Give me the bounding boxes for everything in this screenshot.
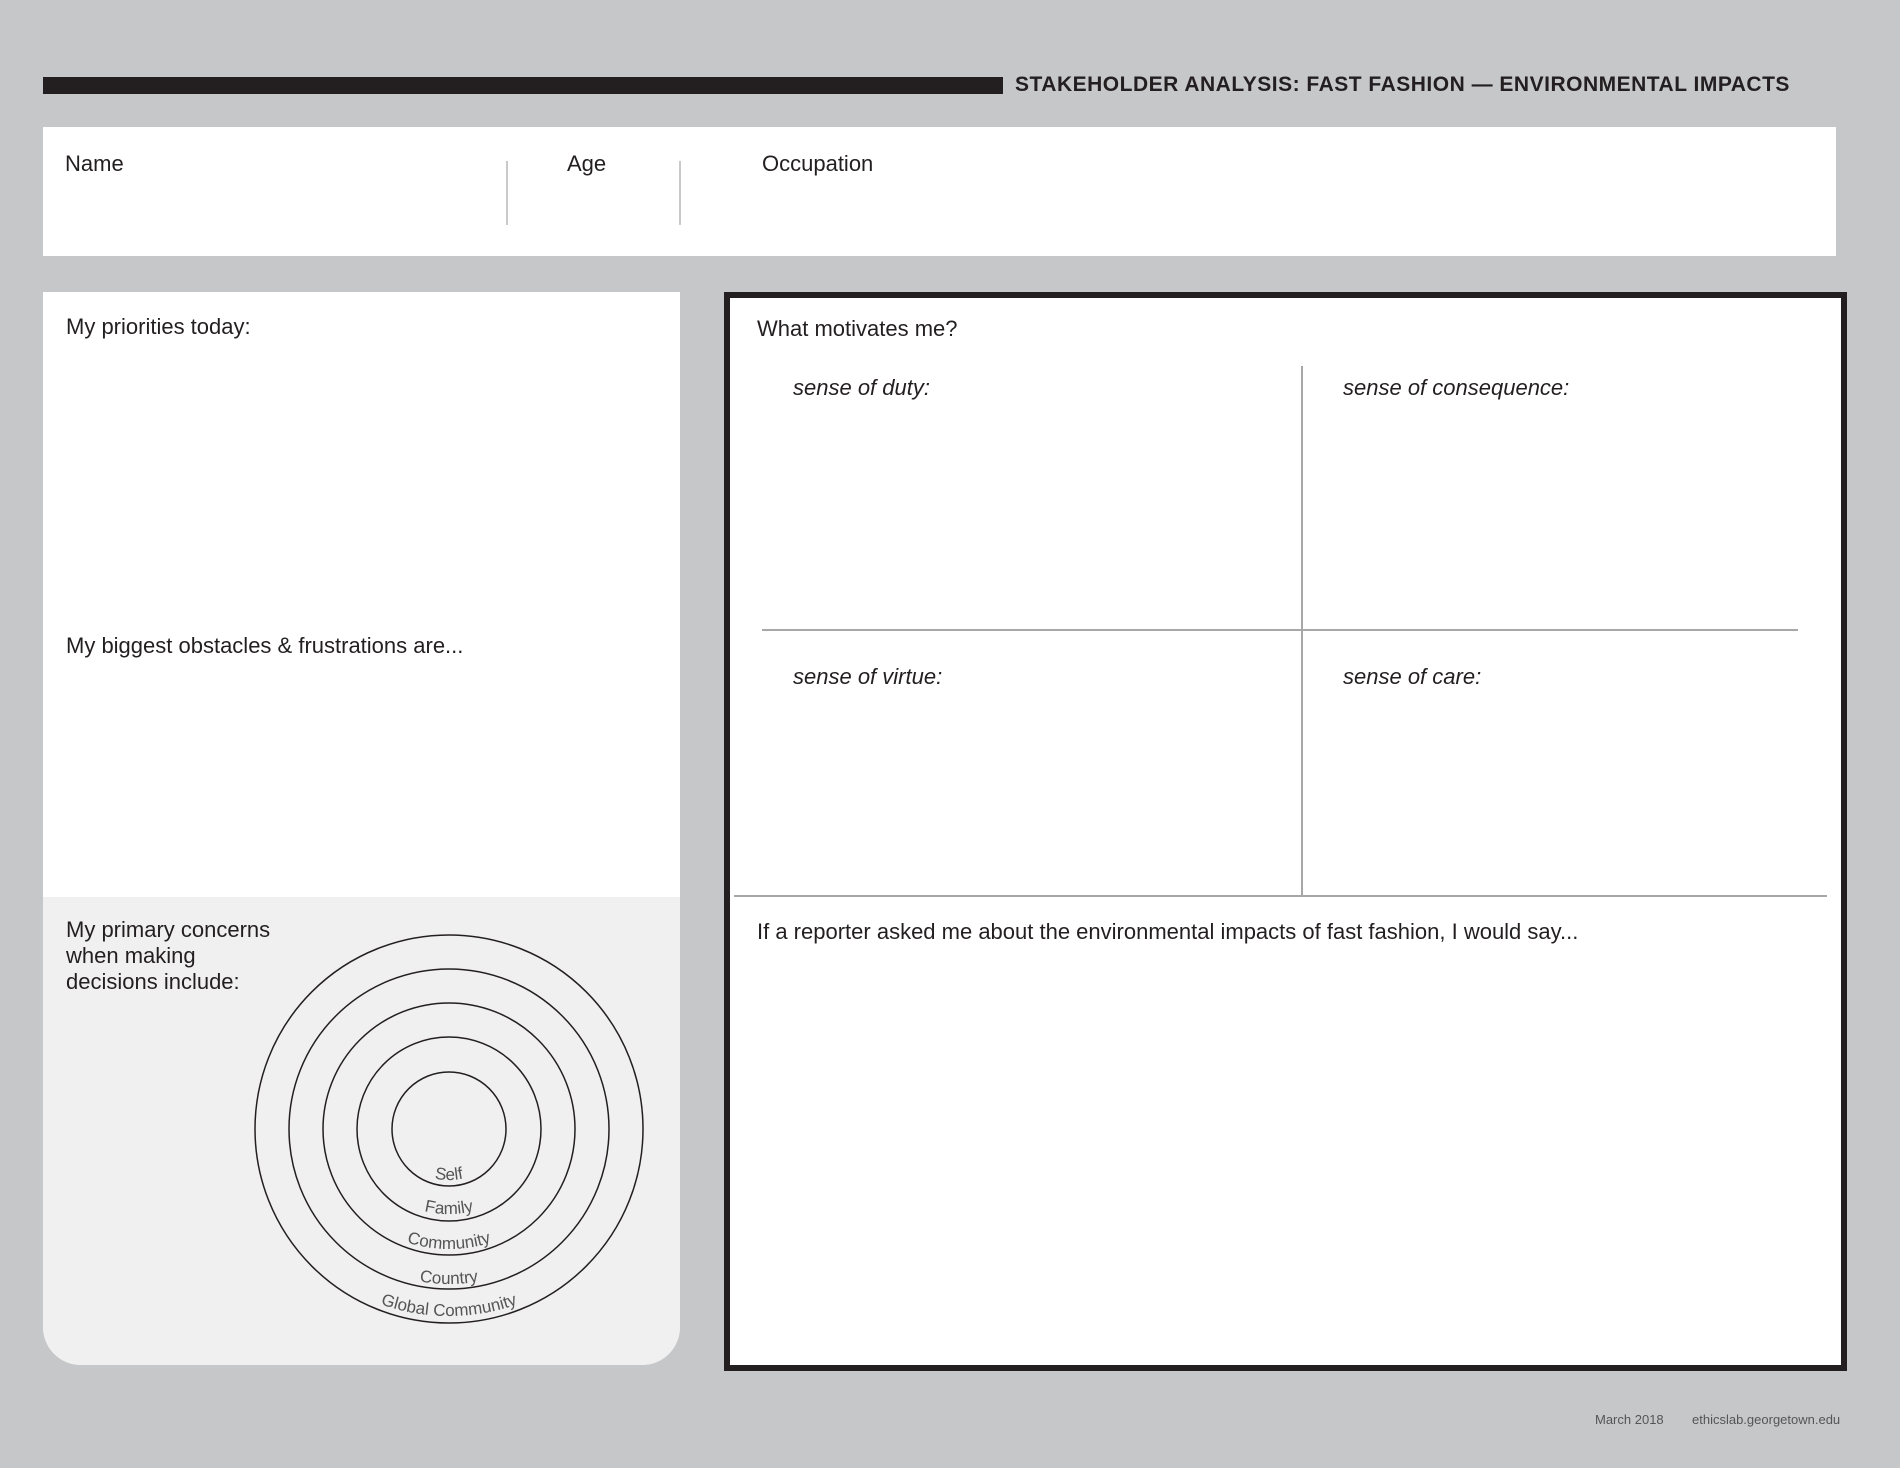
care-label: sense of care: — [1343, 664, 1482, 689]
footer-url: ethicslab.georgetown.edu — [1692, 1412, 1841, 1427]
left-panel — [43, 292, 680, 1365]
info-panel — [43, 127, 1836, 256]
section-divider — [734, 895, 1827, 897]
info-divider — [506, 161, 508, 225]
quadrant-divider-horizontal — [762, 629, 1798, 631]
family-ring — [357, 1037, 541, 1221]
consequence-label: sense of consequence: — [1343, 375, 1570, 400]
footer-date: March 2018 — [1595, 1412, 1664, 1427]
motivates-label: What motivates me? — [757, 316, 958, 341]
obstacles-label: My biggest obstacles & frustrations are... — [66, 633, 464, 658]
header-rule — [43, 77, 1003, 94]
page-title: STAKEHOLDER ANALYSIS: FAST FASHION — ENVIRONMENTAL IMPACTS — [1015, 73, 1790, 96]
age-field-label: Age — [567, 151, 607, 176]
duty-label: sense of duty: — [793, 375, 930, 400]
name-field-label: Name — [65, 151, 124, 176]
concerns-label-line: decisions include: — [66, 969, 240, 994]
global-community-ring — [255, 935, 643, 1323]
virtue-label: sense of virtue: — [793, 664, 943, 689]
right-panel — [724, 292, 1847, 1371]
circle-label-country: Country — [418, 1266, 480, 1289]
concerns-label-line: when making — [66, 943, 196, 968]
info-divider — [679, 161, 681, 225]
concerns-section — [43, 897, 680, 1365]
concentric-circles-diagram — [43, 897, 680, 1365]
circle-label-community: Community — [405, 1227, 493, 1254]
circle-label-self: Self — [433, 1163, 465, 1185]
quadrant-divider-vertical — [1301, 366, 1303, 896]
concerns-label-line: My primary concerns — [66, 917, 271, 942]
reporter-prompt-label: If a reporter asked me about the environmental impacts of fast fashion, I would say... — [757, 919, 1579, 944]
priorities-label: My priorities today: — [66, 314, 251, 339]
circle-label-family: Family — [423, 1196, 475, 1219]
occupation-field-label: Occupation — [762, 151, 874, 176]
circle-label-global-community: Global Community — [379, 1289, 519, 1321]
